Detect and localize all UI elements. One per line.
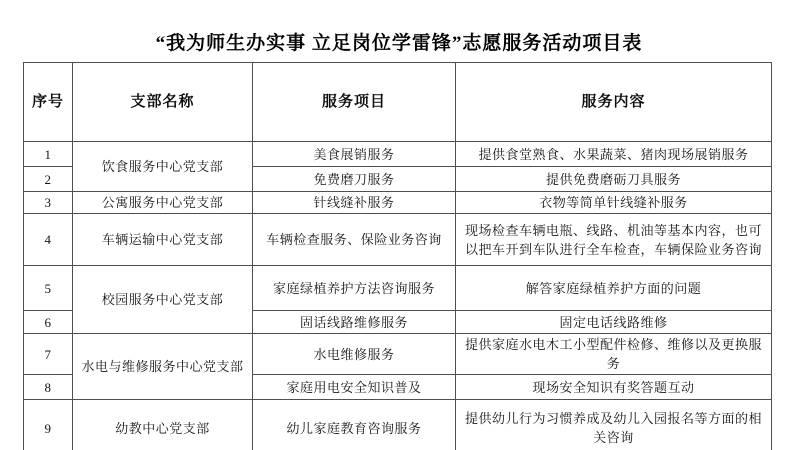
- cell-content: 固定电话线路维修: [456, 311, 772, 334]
- cell-index: 4: [24, 214, 73, 266]
- cell-project: 固话线路维修服务: [253, 311, 456, 334]
- cell-index: 2: [24, 167, 73, 192]
- cell-index: 6: [24, 311, 73, 334]
- cell-branch: 车辆运输中心党支部: [73, 214, 253, 266]
- cell-project: 幼儿家庭教育咨询服务: [253, 400, 456, 450]
- cell-index: 3: [24, 192, 73, 214]
- column-header-content: 服务内容: [456, 63, 772, 142]
- column-header-project: 服务项目: [253, 63, 456, 142]
- cell-project: 车辆检查服务、保险业务咨询: [253, 214, 456, 266]
- cell-index: 8: [24, 375, 73, 400]
- table-row: [24, 334, 772, 375]
- cell-project: 家庭绿植养护方法咨询服务: [253, 266, 456, 311]
- cell-index: 7: [24, 334, 73, 375]
- cell-project: 美食展销服务: [253, 142, 456, 167]
- cell-branch: 幼教中心党支部: [73, 400, 253, 450]
- cell-content: 解答家庭绿植养护方面的问题: [456, 266, 772, 311]
- column-header-branch: 支部名称: [73, 63, 253, 142]
- cell-content: 提供幼儿行为习惯养成及幼儿入园报名等方面的相关咨询: [456, 400, 772, 450]
- cell-branch: 公寓服务中心党支部: [73, 192, 253, 214]
- cell-content: 现场安全知识有奖答题互动: [456, 375, 772, 400]
- column-header-index: 序号: [24, 63, 73, 142]
- table-row: [24, 266, 772, 311]
- cell-content: 提供食堂熟食、水果蔬菜、猪肉现场展销服务: [456, 142, 772, 167]
- table-row: [24, 214, 772, 266]
- cell-index: 9: [24, 400, 73, 450]
- cell-branch: 水电与维修服务中心党支部: [73, 334, 253, 400]
- table-row: [24, 142, 772, 167]
- table-row: [24, 192, 772, 214]
- cell-branch: 饮食服务中心党支部: [73, 142, 253, 192]
- cell-project: 免费磨刀服务: [253, 167, 456, 192]
- table-row: [24, 400, 772, 450]
- page-title: “我为师生办实事 立足岗位学雷锋”志愿服务活动项目表: [155, 33, 643, 54]
- cell-project: 水电维修服务: [253, 334, 456, 375]
- cell-content: 提供免费磨砺刀具服务: [456, 167, 772, 192]
- table-header-row: [24, 63, 772, 142]
- cell-content: 衣物等简单针线缝补服务: [456, 192, 772, 214]
- cell-index: 5: [24, 266, 73, 311]
- cell-branch: 校园服务中心党支部: [73, 266, 253, 334]
- cell-project: 家庭用电安全知识普及: [253, 375, 456, 400]
- cell-project: 针线缝补服务: [253, 192, 456, 214]
- cell-content: 现场检查车辆电瓶、线路、机油等基本内容，也可以把车开到车队进行全车检查，车辆保险业务咨询: [456, 214, 772, 266]
- cell-index: 1: [24, 142, 73, 167]
- cell-content: 提供家庭水电木工小型配件检修、维修以及更换服务: [456, 334, 772, 375]
- volunteer-service-table: [23, 62, 772, 450]
